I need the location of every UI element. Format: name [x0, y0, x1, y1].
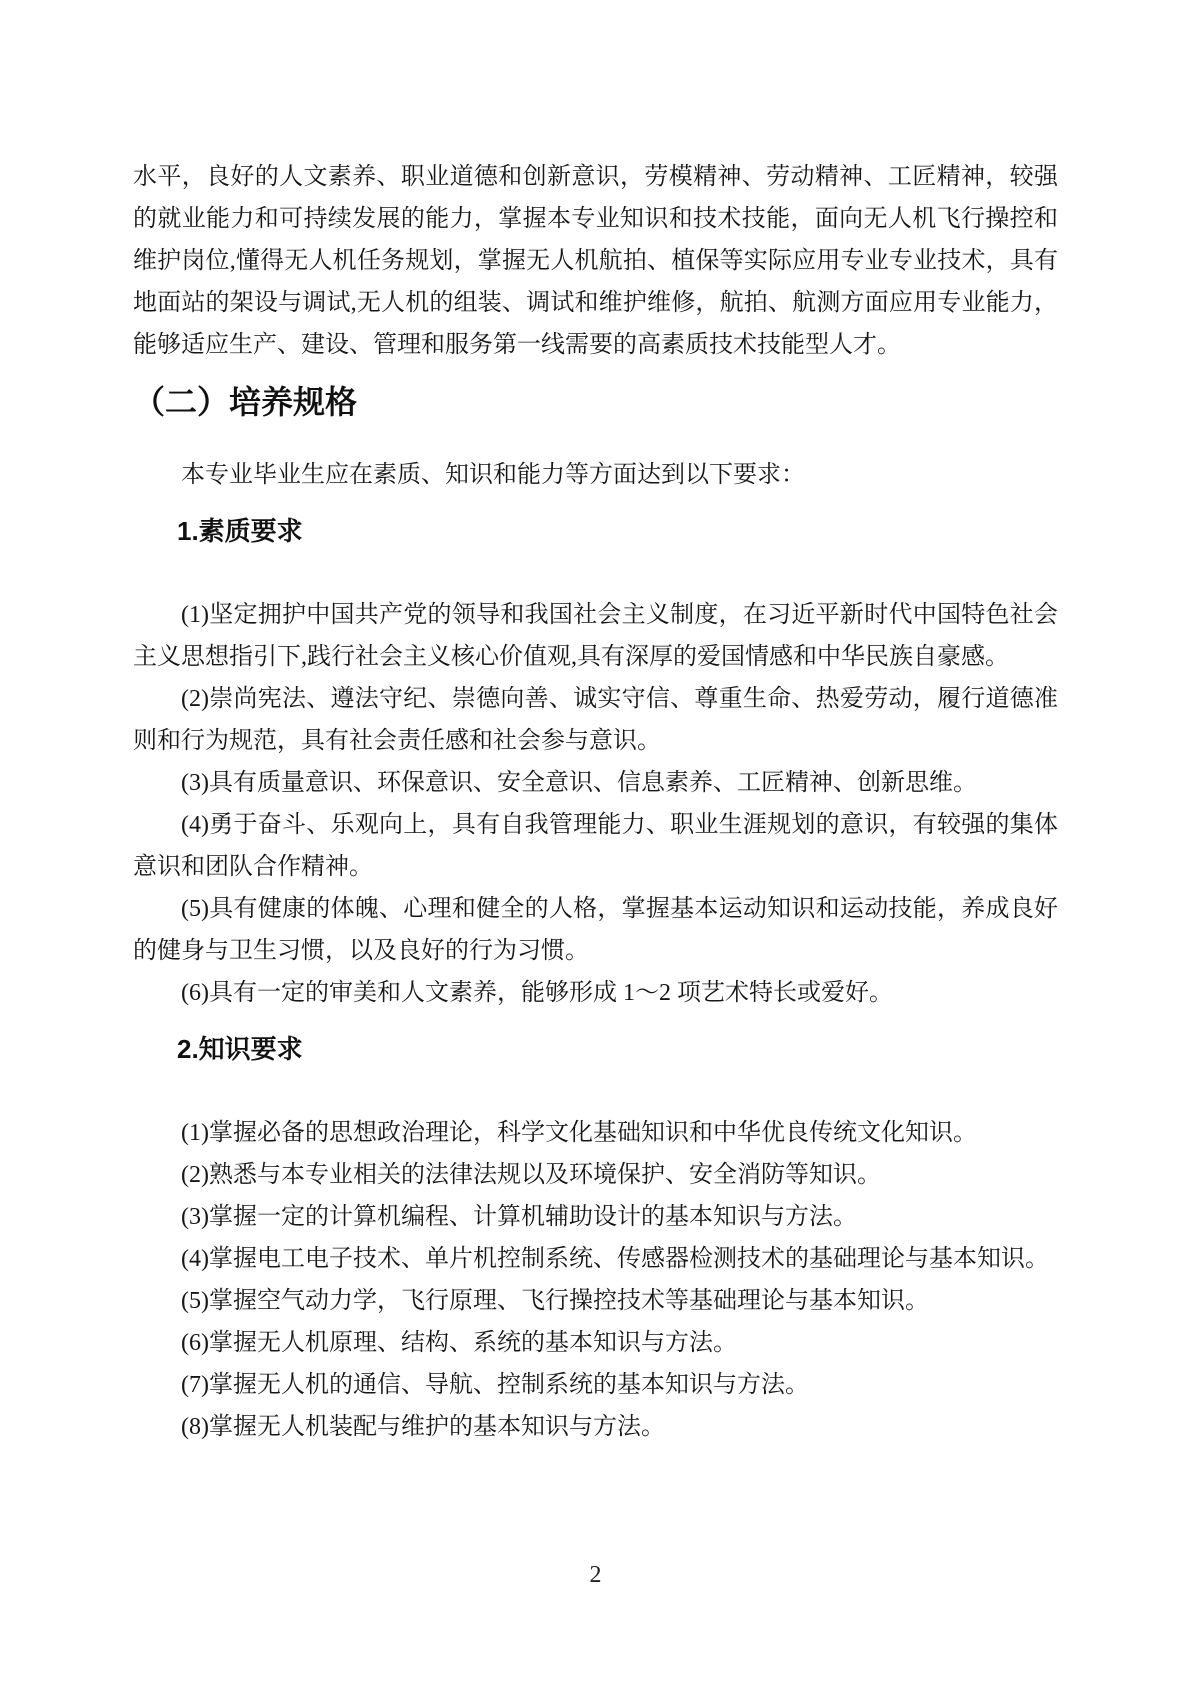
section-intro: 本专业毕业生应在素质、知识和能力等方面达到以下要求： — [181, 462, 805, 488]
subsection-heading-quality: 1.素质要求 — [177, 516, 303, 546]
subsection-heading-knowledge: 2.知识要求 — [177, 1034, 303, 1064]
knowledge-item: (8)掌握无人机装配与维护的基本知识与方法。 — [181, 1414, 665, 1440]
knowledge-item: (7)掌握无人机的通信、导航、控制系统的基本知识与方法。 — [181, 1372, 809, 1398]
quality-item: (4)勇于奋斗、乐观向上，具有自我管理能力、职业生涯规划的意识，有较强的集体意识和团队合作精神。 — [133, 812, 1058, 880]
knowledge-item: (5)掌握空气动力学，飞行原理、飞行操控技术等基础理论与基本知识。 — [181, 1288, 929, 1314]
quality-item: (6)具有一定的审美和人文素养，能够形成 1～2 项艺术特长或爱好。 — [181, 980, 893, 1006]
knowledge-items — [133, 1112, 1058, 1448]
lead-paragraph: 水平，良好的人文素养、职业道德和创新意识，劳模精神、劳动精神、工匠精神，较强的就业能力和可持续发展的能力，掌握本专业知识和技术技能，面向无人机飞行操控和维护岗位,懂得无人机任务规划，掌握无人机航拍、植保等实际应用专业专业技术，具有地面站的架设与调试,无人机的组装、调试和维护维修，航拍、航测方面应用专业能力，能够适应生产、建设、管理和服务第一线需要的高素质技术技能型人才。 — [133, 164, 1058, 358]
knowledge-item: (1)掌握必备的思想政治理论，科学文化基础知识和中华优良传统文化知识。 — [181, 1120, 977, 1146]
quality-items — [133, 594, 1058, 1014]
quality-item: (5)具有健康的体魄、心理和健全的人格，掌握基本运动知识和运动技能，养成良好的健身与卫生习惯，以及良好的行为习惯。 — [133, 896, 1058, 964]
quality-item: (2)崇尚宪法、遵法守纪、崇德向善、诚实守信、尊重生命、热爱劳动，履行道德准则和行为规范，具有社会责任感和社会参与意识。 — [133, 686, 1058, 754]
page-number: 2 — [589, 1562, 602, 1588]
knowledge-item: (2)熟悉与本专业相关的法律法规以及环境保护、安全消防等知识。 — [181, 1162, 881, 1188]
quality-item: (1)坚定拥护中国共产党的领导和我国社会主义制度，在习近平新时代中国特色社会主义思想指引下,践行社会主义核心价值观,具有深厚的爱国情感和中华民族自豪感。 — [133, 602, 1058, 670]
section-heading: （二）培养规格 — [133, 384, 358, 420]
knowledge-item: (6)掌握无人机原理、结构、系统的基本知识与方法。 — [181, 1330, 737, 1356]
knowledge-item: (3)掌握一定的计算机编程、计算机辅助设计的基本知识与方法。 — [181, 1204, 857, 1230]
page-content — [133, 156, 1058, 1448]
knowledge-item: (4)掌握电工电子技术、单片机控制系统、传感器检测技术的基础理论与基本知识。 — [181, 1246, 1049, 1272]
quality-item: (3)具有质量意识、环保意识、安全意识、信息素养、工匠精神、创新思维。 — [181, 770, 977, 796]
